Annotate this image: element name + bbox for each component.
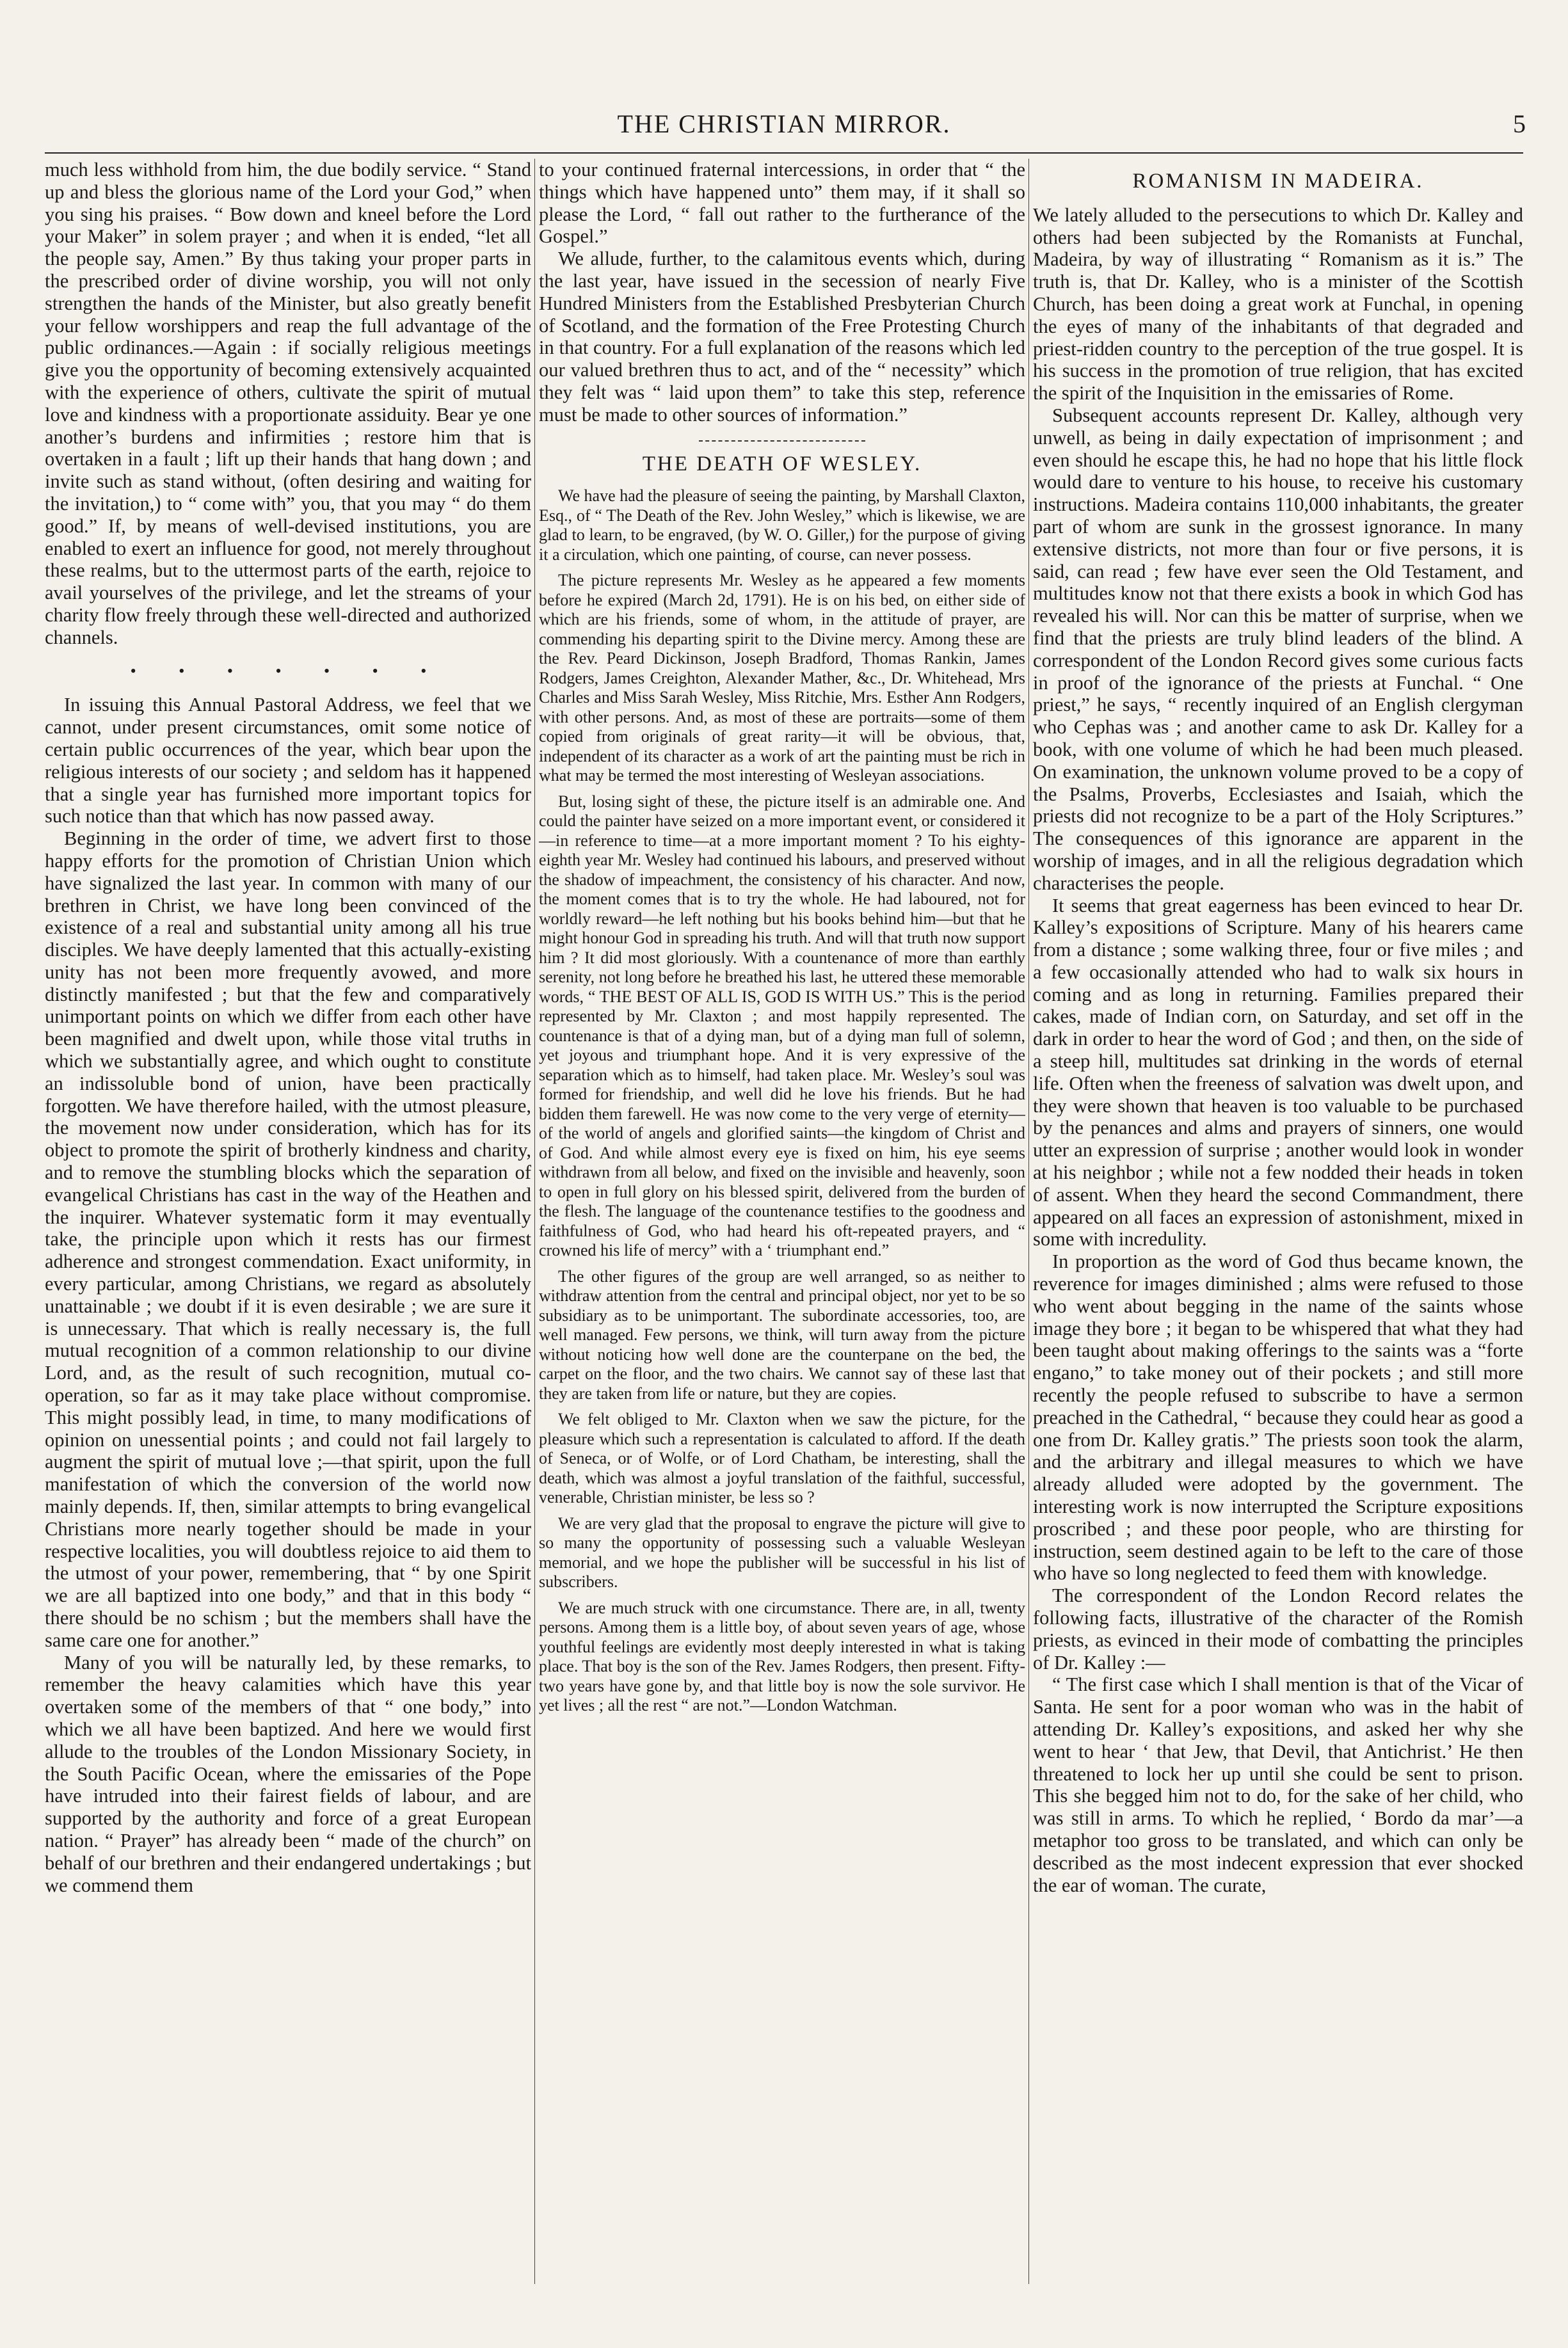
paragraph: Subsequent accounts represent Dr. Kalley, although very unwell, as being in daily expectation of imprisonment ; and even should he escape this, he had no hope that his little flock would dare to venture to his house, to receive his customary instructions. Madeira contains 110,000 inhabitants, the greater part of whom are sunk in the grossest ignorance. In many extensive districts, not more than four or five persons, it is said, can read ; few have ever seen the Old Testament, and multitudes know not that there exists a book in which God has revealed his will. Nor can this be matter of surprise, when we find that the priests are truly blind leaders of the blind. A correspondent of the London Record gives some curious facts in proof of the ignorance of the priests at Funchal. “ One priest,” he says, “ recently inquired of an English clergyman who Cephas was ; and another came to ask Dr. Kalley for a book, with one volume of which he had been much pleased. On examination, the unknown volume proved to be a copy of the Psalms, Proverbs, Ecclesiastes and Isaiah, which the priests did not recognize to be a part of the Holy Scriptures.” The consequences of this ignorance are apparent in the worship of images, and in all the religious degradation which characterises the people. bbox=[1033, 404, 1523, 894]
article-heading: ROMANISM IN MADEIRA. bbox=[1132, 170, 1424, 193]
column-rule bbox=[534, 159, 535, 2284]
column-2 bbox=[539, 159, 1025, 2284]
column-3 bbox=[1033, 159, 1523, 2284]
article-heading: THE DEATH OF WESLEY. bbox=[642, 452, 922, 475]
paragraph: The correspondent of the London Record relates the following facts, illustrative of the character of the Romish priests, as evinced in their mode of combatting the principles of Dr. Kalley :— bbox=[1033, 1585, 1523, 1673]
paragraph: We are much struck with one circumstance. There are, in all, twenty persons. Among them is a little boy, of about seven years of age, whose youthful feelings are evidently most deeply interested in what is taking place. That boy is the son of the Rev. James Rodgers, then present. Fifty-two years have gone by, and that little boy is now the sole survivor. He yet lives ; all the rest “ are not.”—London Watchman. bbox=[539, 1598, 1025, 1715]
column-1 bbox=[45, 159, 531, 2284]
paragraph: “ The first case which I shall mention is that of the Vicar of Santa. He sent for a poor woman who was in the habit of attending Dr. Kalley’s expositions, and asked her why she went to hear ‘ that Jew, that Devil, that Antichrist.’ He then threatened to lock her up until she could be sent to prison. This she begged him not to do, for the sake of her child, who was still in arms. To which he replied, ‘ Bordo da mar’—a metaphor too gross to be translated, and which can only be described as the most indecent expression that ever shocked the ear of woman. The curate, bbox=[1033, 1673, 1523, 1896]
paragraph: In proportion as the word of God thus became known, the reverence for images diminished ; alms were refused to those who went about begging in the name of the saints whose image they bore ; it began to be whispered that what they had been taught about making offerings to the saints was a “forte engano,” to take money out of their pockets ; and still more recently the people refused to subscribe to have a sermon preached in the Cathedral, “ because they could hear as good a one from Dr. Kalley gratis.” The priests soon took the alarm, and the arbitrary and illegal measures to which we have already alluded were adopted by the government. The interesting work is now interrupted the Scripture expositions proscribed ; and these poor people, who are thirsting for instruction, seem destined again to be left to the care of those who have so long neglected to feed them with knowledge. bbox=[1033, 1250, 1523, 1585]
paragraph: The picture represents Mr. Wesley as he appeared a few moments before he expired (March 2d, 1791). He is on his bed, on either side of which are his friends, some of whom, in the attitude of prayer, are commending his departing spirit to the Divine mercy. Among these are the Rev. Peard Dickinson, Joseph Bradford, Thomas Rankin, James Rodgers, James Creighton, Alexander Mather, &c., Dr. Whitehead, Mrs Charles and Miss Sarah Wesley, Miss Ritchie, Mrs. Esther Ann Rodgers, with other persons. And, as most of these are portraits—some of them copied from originals of great rarity—it will be obvious, that, independent of its character as a work of art the painting must be rich in what may be termed the most interesting of Wesleyan associations. bbox=[539, 571, 1025, 785]
paragraph: Many of you will be naturally led, by these remarks, to remember the heavy calamities which have this year overtaken some of the members of that “ one body,” into which we all have been baptized. And here we would first allude to the troubles of the London Missionary Society, in the South Pacific Ocean, where the emissaries of the Pope have intruded into their fairest fields of labour, and are supported by the authority and force of a great European nation. “ Prayer” has already been “ made of the church” on behalf of our brethren and their endangered undertakings ; but we commend them bbox=[45, 1651, 531, 1896]
paragraph: much less withhold from him, the due bodily service. “ Stand up and bless the glorious name of the Lord your God,” when you sing his praises. “ Bow down and kneel before the Lord your Maker” in solem prayer ; and when it is ended, “let all the people say, Amen.” By thus taking your proper parts in the prescribed order of divine worship, you will not only strengthen the hands of the Minister, but also greatly benefit your fellow worshippers and reap the full advantage of the public ordinances.—Again : if socially religious meetings give you the opportunity of becoming extensively acquainted with the experience of others, cultivate the spirit of mutual love and kindness with a proportionate assiduity. Bear ye one another’s burdens and infirmities ; restore him that is overtaken in a fault ; lift up their hands that hang down ; and invite such as stand without, (often desiring and waiting for the invitation,) to “ come with” you, that you may “ do them good.” If, by means of well-devised institutions, you are enabled to exert an influence for good, not merely throughout these realms, but to the uttermost parts of the earth, rejoice to avail yourselves of the privilege, and let the streams of your charity flow freely through these well-directed and authorized channels. bbox=[45, 159, 531, 648]
paragraph: to your continued fraternal intercessions, in order that “ the things which have happened unto” them may, if it shall so please the Lord, “ fall out rather to the furtherance of the Gospel.” bbox=[539, 159, 1025, 248]
running-title: THE CHRISTIAN MIRROR. bbox=[617, 109, 951, 138]
page-number: 5 bbox=[1513, 109, 1526, 138]
paragraph: But, losing sight of these, the picture itself is an admirable one. And could the painter have seized on a more important event, or considered it—in reference to time—at a more important moment ? To his eighty-eighth year Mr. Wesley had continued his labours, and preserved without the shadow of impeachment, the consistency of his character. And now, the moment comes that is to try the whole. He had laboured, not for worldly reward—he left nothing but his books behind him—but that he might honour God in spreading his truth. And will that truth now support him ? It did most gloriously. With a countenance of more than earthly serenity, not long before he breathed his last, he uttered these memorable words, “ THE BEST OF ALL IS, GOD IS WITH US.” This is the period represented by Mr. Claxton ; and most happily represented. The countenance is that of a dying man, but of a dying man full of solemn, yet joyous and triumphant hope. And it is very expressive of the separation which as to himself, had taken place. Mr. Wesley’s soul was formed for friendship, and well did he love his friends. But he had bidden them farewell. He was now come to the very verge of eternity—of the world of angels and glorified saints—the kingdom of Christ and of God. And while almost every eye is fixed on him, his eye seems withdrawn from all below, and fixed on the invisible and heavenly, soon to open in full glory on his blessed spirit, delivered from the burden of the flesh. The language of the countenance testifies to the goodness and faithfulness of God, who had heard his oft-repeated prayers, and “ crowned his life of mercy” with a ‘ triumphant end.” bbox=[539, 792, 1025, 1260]
paragraph: We are very glad that the proposal to engrave the picture will give to so many the opportunity of possessing such a valuable Wesleyan memorial, and we hope the publisher will be successful in his list of subscribers. bbox=[539, 1513, 1025, 1592]
paragraph: In issuing this Annual Pastoral Address, we feel that we cannot, under present circumstances, omit some notice of certain public occurrences of the year, which bear upon the religious interests of our society ; and seldom has it happened that a single year has furnished more important topics for such notice than that which has now passed away. bbox=[45, 694, 531, 827]
section-divider: • • • • • • • bbox=[130, 661, 446, 680]
paragraph: We allude, further, to the calamitous events which, during the last year, have issued in the secession of nearly Five Hundred Ministers from the Established Presbyterian Church of Scotland, and the formation of the Free Protesting Church in that country. For a full explanation of the reasons which led our valued brethren thus to act, and of the “ necessity” which they felt was “ laid upon them” to take this step, reference must be made to other sources of information.” bbox=[539, 248, 1025, 426]
column-rule bbox=[1028, 159, 1029, 2284]
paragraph: The other figures of the group are well arranged, so as neither to withdraw attention from the central and principal object, nor yet to be so subsidiary as to be unimportant. The subordinate accessories, too, are well managed. Few persons, we think, will turn away from the picture without noticing how well done are the counterpane on the bed, the carpet on the floor, and the two chairs. We cannot say of these last that they are taken from life or nature, but they are copies. bbox=[539, 1266, 1025, 1403]
paragraph: It seems that great eagerness has been evinced to hear Dr. Kalley’s expositions of Scripture. Many of his hearers came from a distance ; some walking three, four or five miles ; and a few occasionally attended who had to walk six hours in coming and as long in returning. Families prepared their cakes, made of Indian corn, on Saturday, and set off in the dark in order to hear the word of God ; and then, on the side of a steep hill, multitudes sat drinking in the words of eternal life. Often when the freeness of salvation was dwelt upon, and they were shown that heaven is too valuable to be purchased by the penances and alms and prayers of sinners, one would utter an expression of surprise ; another would look in wonder at his neighbor ; while not a few nodded their heads in token of assent. When they heard the second Commandment, there appeared on all faces an expression of astonishment, mixed in some with incredulity. bbox=[1033, 894, 1523, 1250]
page-header bbox=[38, 109, 1530, 147]
paragraph: We lately alluded to the persecutions to which Dr. Kalley and others had been subjected by the Romanists at Funchal, Madeira, by way of illustrating “ Romanism as it is.” The truth is, that Dr. Kalley, who is a minister of the Scottish Church, has been doing a great work at Funchal, in opening the eyes of many of the inhabitants of that degraded and priest-ridden country to the perception of the true gospel. It is his success in the promotion of true religion, that has excited the spirit of the Inquisition in the emissaries of Rome. bbox=[1033, 204, 1523, 404]
ornamental-rule bbox=[699, 440, 865, 442]
paragraph: Beginning in the order of time, we advert first to those happy efforts for the promotion of Christian Union which have signalized the last year. In common with many of our brethren in Christ, we have long been convinced of the existence of a real and substantial unity among all his true disciples. We have deeply lamented that this actually-existing unity has not been more frequently avowed, and more distinctly manifested ; but that the few and comparatively unimportant points on which we differ from each other have been magnified and dwelt upon, while those vital truths in which we substantially agree, and which ought to constitute an indissoluble bond of union, have been practically forgotten. We have therefore hailed, with the utmost pleasure, the movement now under consideration, which has for its object to promote the spirit of brotherly kindness and charity, and to remove the stumbling blocks which the separation of evangelical Christians has cast in the way of the Heathen and the inquirer. Whatever systematic form it may eventually take, the principle upon which it rests has our firmest adherence and strongest commendation. Exact uniformity, in every particular, among Christians, we regard as absolutely unattainable ; we doubt if it is even desirable ; we are sure it is unnecessary. That which is really necessary is, the full mutual recognition of a common relationship to our divine Lord, and, as the result of such recognition, mutual co-operation, so far as it may take place without compromise. This might possibly lead, in time, to many modifications of opinion on unessential points ; and could not fail largely to augment the spirit of mutual love ;—that spirit, upon the full manifestation of which the conversion of the world now mainly depends. If, then, similar attempts to bring evangelical Christians more nearly together should be made in your respective localities, you will doubtless rejoice to aid them to the utmost of your power, remembering, that “ by one Spirit we are all baptized into one body,” and that in this body “ there should be no schism ; but the members shall have the same care one for another.” bbox=[45, 827, 531, 1651]
paragraph: We have had the pleasure of seeing the painting, by Marshall Claxton, Esq., of “ The Death of the Rev. John Wesley,” which is likewise, we are glad to learn, to be engraved, (by W. O. Giller,) for the purpose of giving it a circulation, which one painting, of course, can never possess. bbox=[539, 486, 1025, 564]
header-rule bbox=[45, 152, 1523, 154]
paragraph: We felt obliged to Mr. Claxton when we saw the picture, for the pleasure which such a representation is calculated to afford. If the death of Seneca, or of Wolfe, or of Lord Chatham, be interesting, shall the death, which was almost a joyful translation of the faithful, successful, venerable, Christian minister, be less so ? bbox=[539, 1410, 1025, 1507]
